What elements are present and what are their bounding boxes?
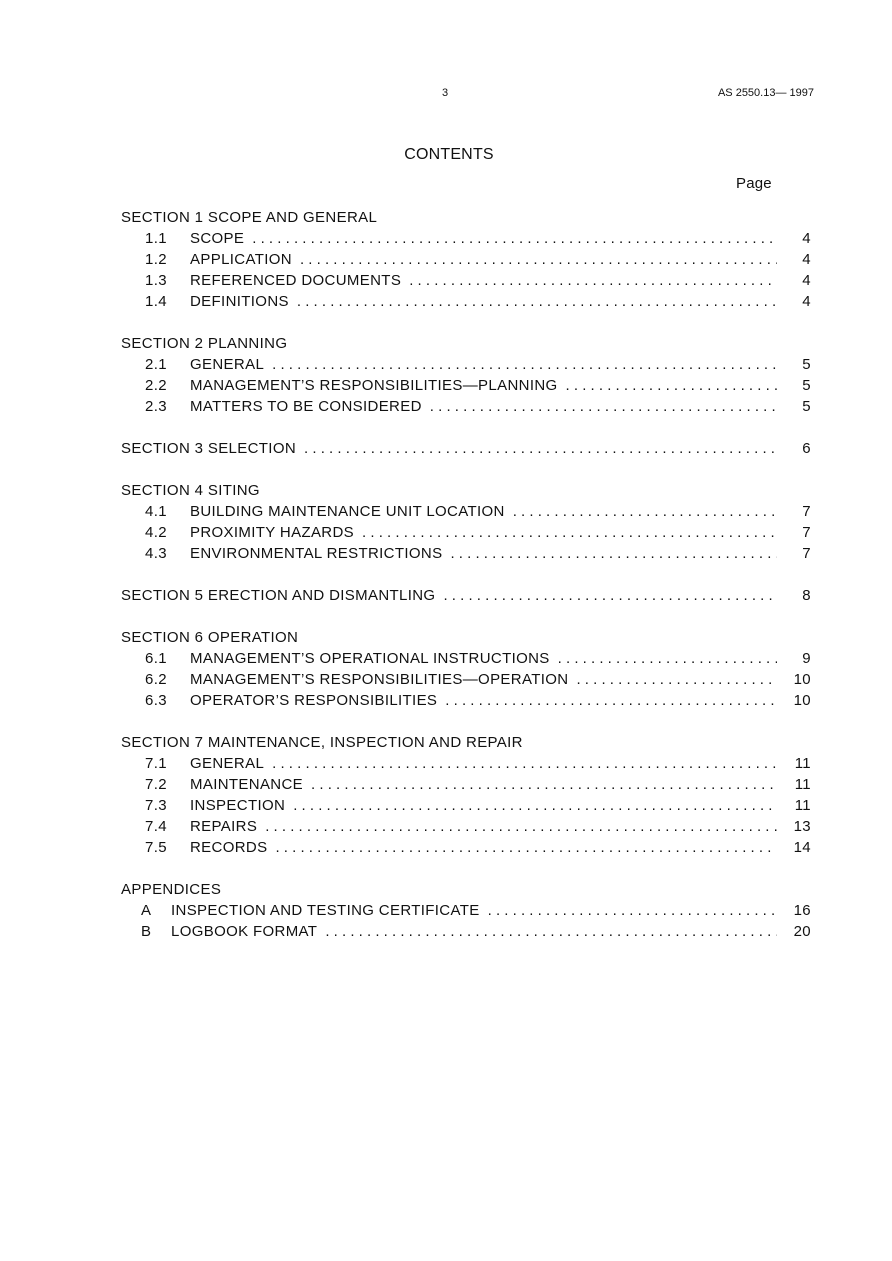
dot-leader	[300, 249, 777, 270]
entry-page: 5	[802, 398, 811, 415]
entry-page: 11	[794, 755, 811, 772]
section-page: 8	[802, 587, 811, 604]
entry-number: 4.2	[145, 524, 167, 541]
toc-entry[interactable]	[121, 816, 811, 837]
toc-section-5	[121, 585, 811, 606]
dot-leader	[272, 753, 777, 774]
appendix-letter: B	[141, 923, 152, 940]
entry-title: REFERENCED DOCUMENTS	[190, 272, 402, 289]
toc-entry[interactable]	[121, 795, 811, 816]
appendix-letter: A	[141, 902, 152, 919]
toc-entry[interactable]	[121, 690, 811, 711]
entry-number: 6.3	[145, 692, 167, 709]
section-heading	[121, 627, 811, 648]
section-heading	[121, 207, 811, 228]
dot-leader	[362, 522, 777, 543]
entry-page: 10	[793, 671, 811, 688]
entry-title: BUILDING MAINTENANCE UNIT LOCATION	[190, 503, 505, 520]
entry-page: 10	[793, 692, 811, 709]
entry-title: REPAIRS	[190, 818, 258, 835]
dot-leader	[311, 774, 777, 795]
appendix-title: LOGBOOK FORMAT	[171, 923, 318, 940]
section-heading	[121, 333, 811, 354]
dot-leader	[293, 795, 777, 816]
dot-leader	[443, 585, 777, 606]
entry-page: 4	[802, 230, 811, 247]
entry-number: 2.3	[145, 398, 167, 415]
entry-number: 4.1	[145, 503, 167, 520]
entry-number: 7.5	[145, 839, 167, 856]
appendices-heading	[121, 879, 811, 900]
dot-leader	[265, 816, 777, 837]
toc-entry[interactable]	[121, 501, 811, 522]
toc-entry[interactable]	[121, 375, 811, 396]
standard-code: AS 2550.13— 1997	[717, 87, 814, 99]
entry-title: APPLICATION	[190, 251, 292, 268]
entry-title: MATTERS TO BE CONSIDERED	[190, 398, 422, 415]
entry-title: MANAGEMENT’S OPERATIONAL INSTRUCTIONS	[190, 650, 550, 667]
toc-section-3	[121, 438, 811, 459]
appendices-title: APPENDICES	[121, 881, 222, 898]
entry-number: 7.3	[145, 797, 167, 814]
toc-entry[interactable]	[121, 648, 811, 669]
entry-title: INSPECTION	[190, 797, 286, 814]
dot-leader	[430, 396, 777, 417]
toc-entry[interactable]	[121, 837, 811, 858]
entry-page: 4	[802, 251, 811, 268]
dot-leader	[558, 648, 777, 669]
dot-leader	[325, 921, 777, 942]
entry-title: MAINTENANCE	[190, 776, 304, 793]
section-heading[interactable]	[121, 438, 811, 459]
dot-leader	[566, 375, 777, 396]
entry-number: 1.2	[145, 251, 167, 268]
section-heading	[121, 480, 811, 501]
section-title: SECTION 7 MAINTENANCE, INSPECTION AND REPAIR	[121, 734, 523, 751]
entry-number: 1.4	[145, 293, 167, 310]
entry-title: OPERATOR’S RESPONSIBILITIES	[190, 692, 438, 709]
entry-title: PROXIMITY HAZARDS	[190, 524, 355, 541]
toc-entry[interactable]	[121, 774, 811, 795]
toc-section-7	[121, 732, 811, 858]
dot-leader	[304, 438, 777, 459]
entry-title: GENERAL	[190, 356, 265, 373]
section-title: SECTION 5 ERECTION AND DISMANTLING	[121, 587, 436, 604]
entry-page: 11	[794, 797, 811, 814]
section-title: SECTION 1 SCOPE AND GENERAL	[121, 209, 378, 226]
entry-page: 5	[802, 377, 811, 394]
section-title: SECTION 3 SELECTION	[121, 440, 297, 457]
entry-page: 13	[793, 818, 811, 835]
entry-page: 11	[794, 776, 811, 793]
dot-leader	[576, 669, 777, 690]
toc-entry[interactable]	[121, 270, 811, 291]
entry-title: SCOPE	[190, 230, 245, 247]
appendix-entry[interactable]	[121, 921, 811, 942]
section-heading	[121, 732, 811, 753]
dot-leader	[272, 354, 777, 375]
toc-entry[interactable]	[121, 669, 811, 690]
entry-number: 2.1	[145, 356, 167, 373]
entry-page: 7	[802, 545, 811, 562]
dot-leader	[488, 900, 777, 921]
contents-title: CONTENTS	[404, 146, 494, 163]
appendix-entry[interactable]	[121, 900, 811, 921]
section-title: SECTION 4 SITING	[121, 482, 260, 499]
section-heading[interactable]	[121, 585, 811, 606]
dot-leader	[275, 837, 777, 858]
toc-appendices	[121, 879, 811, 942]
toc-section-2	[121, 333, 811, 417]
dot-leader	[252, 228, 777, 249]
entry-number: 6.1	[145, 650, 167, 667]
toc-entry[interactable]	[121, 543, 811, 564]
entry-page: 7	[802, 503, 811, 520]
toc-entry[interactable]	[121, 753, 811, 774]
entry-number: 6.2	[145, 671, 167, 688]
entry-page: 5	[802, 356, 811, 373]
toc-entry[interactable]	[121, 354, 811, 375]
entry-number: 1.1	[145, 230, 167, 247]
entry-number: 1.3	[145, 272, 167, 289]
toc-section-1	[121, 207, 811, 312]
section-title: SECTION 2 PLANNING	[121, 335, 288, 352]
toc-entry[interactable]	[121, 396, 811, 417]
appendix-page: 16	[793, 902, 811, 919]
toc-entry[interactable]	[121, 522, 811, 543]
dot-leader	[450, 543, 777, 564]
entry-page: 9	[802, 650, 811, 667]
dot-leader	[297, 291, 777, 312]
page-number: 3	[442, 87, 449, 99]
entry-page: 4	[802, 293, 811, 310]
entry-title: DEFINITIONS	[190, 293, 289, 310]
entry-number: 4.3	[145, 545, 167, 562]
entry-number: 7.2	[145, 776, 167, 793]
entry-title: ENVIRONMENTAL RESTRICTIONS	[190, 545, 443, 562]
dot-leader	[409, 270, 777, 291]
toc-entry[interactable]	[121, 291, 811, 312]
entry-title: MANAGEMENT’S RESPONSIBILITIES—PLANNING	[190, 377, 558, 394]
dot-leader	[445, 690, 777, 711]
toc-section-6	[121, 627, 811, 711]
entry-title: MANAGEMENT’S RESPONSIBILITIES—OPERATION	[190, 671, 569, 688]
table-of-contents	[121, 207, 811, 963]
page-column-label: Page	[736, 175, 772, 192]
section-title: SECTION 6 OPERATION	[121, 629, 299, 646]
entry-number: 7.4	[145, 818, 167, 835]
entry-number: 7.1	[145, 755, 167, 772]
appendix-page: 20	[793, 923, 811, 940]
entry-number: 2.2	[145, 377, 167, 394]
appendix-title: INSPECTION AND TESTING CERTIFICATE	[171, 902, 480, 919]
entry-page: 4	[802, 272, 811, 289]
entry-title: RECORDS	[190, 839, 268, 856]
section-page: 6	[802, 440, 811, 457]
entry-page: 7	[802, 524, 811, 541]
entry-page: 14	[793, 839, 811, 856]
entry-title: GENERAL	[190, 755, 265, 772]
page-header	[0, 87, 892, 103]
toc-entry[interactable]	[121, 249, 811, 270]
toc-entry[interactable]	[121, 228, 811, 249]
toc-section-4	[121, 480, 811, 564]
dot-leader	[513, 501, 777, 522]
